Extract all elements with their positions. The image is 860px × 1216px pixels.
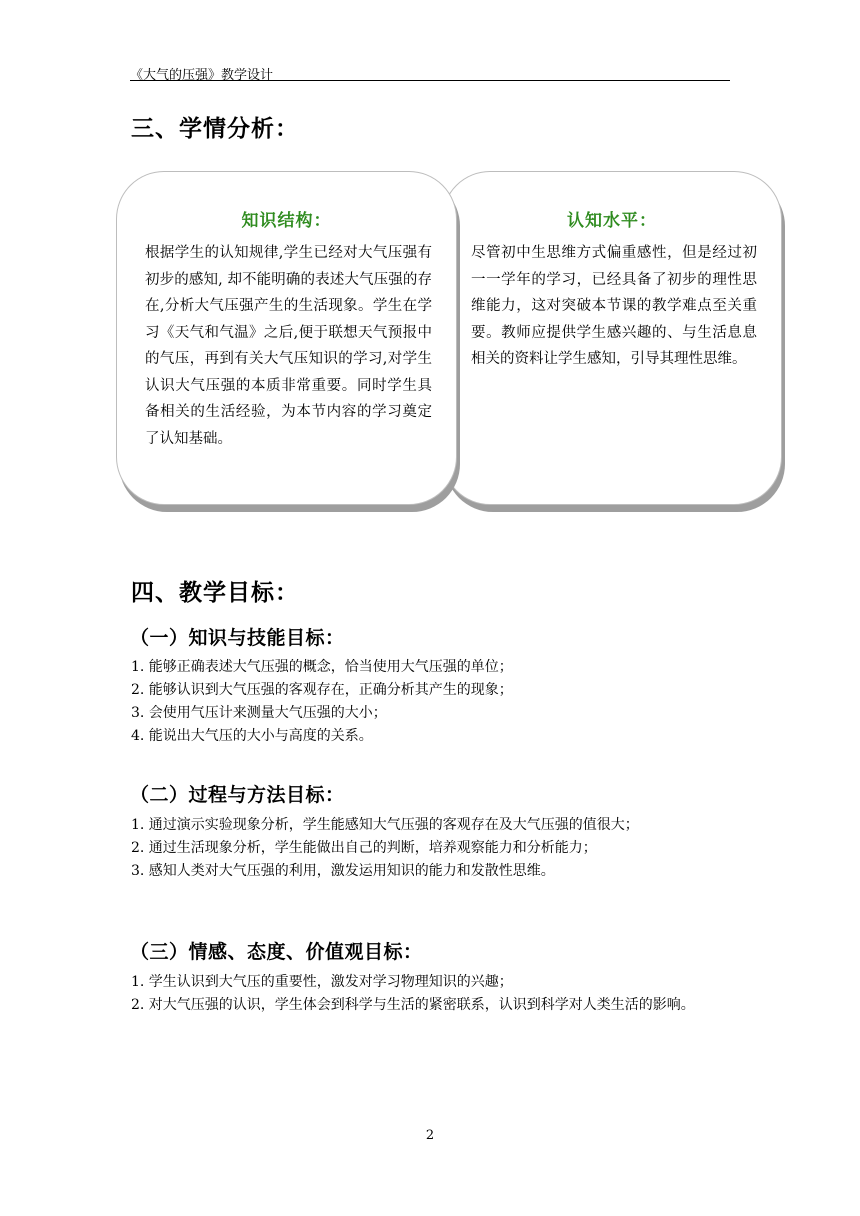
card-title: 知识结构： bbox=[241, 211, 332, 231]
subsection-heading-knowledge-skills: （一）知识与技能目标： bbox=[130, 627, 345, 649]
page-number: 2 bbox=[425, 1128, 435, 1143]
header-rule bbox=[130, 80, 730, 81]
card-knowledge-structure bbox=[116, 171, 457, 505]
card-cognitive-level bbox=[442, 171, 782, 505]
goal-list-knowledge-skills bbox=[131, 656, 741, 748]
list-item: 4. 能说出大气压的大小与高度的关系。 bbox=[131, 728, 373, 744]
list-item: 3. 感知人类对大气压强的利用，激发运用知识的能力和发散性思维。 bbox=[131, 863, 555, 879]
subsection-heading-emotion-values: （三）情感、态度、价值观目标： bbox=[130, 941, 423, 963]
card-body: 根据学生的认知规律,学生已经对大气压强有初步的感知, 却不能明确的表述大气压强的存在,分析大气压强产生的生活现象。学生在学习《天气和气温》之后,便于联想天气预报中的气压，再到有关大气压知识的学习,对学生认识大气压强的本质非常重要。同时学生具备相关的生活经验，为本节内容的学习奠定了认知基础。 bbox=[145, 245, 432, 447]
goal-list-process-methods bbox=[131, 814, 741, 883]
card-body: 尽管初中生思维方式偏重感性，但是经过初一一学年的学习，已经具备了初步的理性思维能力，这对突破本节课的教学难点至关重要。教师应提供学生感兴趣的、与生活息息相关的资料让学生感知，引导其理性思维。 bbox=[471, 245, 757, 367]
card-title: 认知水平： bbox=[567, 211, 657, 231]
list-item: 2. 通过生活现象分析，学生能做出自己的判断，培养观察能力和分析能力； bbox=[131, 840, 597, 856]
subsection-heading-process-methods: （二）过程与方法目标： bbox=[130, 784, 345, 806]
section-heading-teaching-goals: 四、教学目标： bbox=[131, 580, 299, 606]
section-heading-learner-analysis: 三、学情分析： bbox=[131, 116, 299, 142]
list-item: 1. 学生认识到大气压的重要性，激发对学习物理知识的兴趣； bbox=[131, 974, 513, 990]
list-item: 1. 能够正确表述大气压强的概念，恰当使用大气压强的单位； bbox=[131, 659, 513, 675]
list-item: 1. 通过演示实验现象分析，学生能感知大气压强的客观存在及大气压强的值很大； bbox=[131, 817, 639, 833]
list-item: 2. 能够认识到大气压强的客观存在，正确分析其产生的现象； bbox=[131, 682, 513, 698]
list-item: 3. 会使用气压计来测量大气压强的大小； bbox=[131, 705, 387, 721]
list-item: 2. 对大气压强的认识，学生体会到科学与生活的紧密联系，认识到科学对人类生活的影响。 bbox=[131, 997, 695, 1013]
goal-list-emotion-values bbox=[131, 971, 741, 1017]
running-header: 《大气的压强》教学设计 bbox=[130, 68, 274, 83]
